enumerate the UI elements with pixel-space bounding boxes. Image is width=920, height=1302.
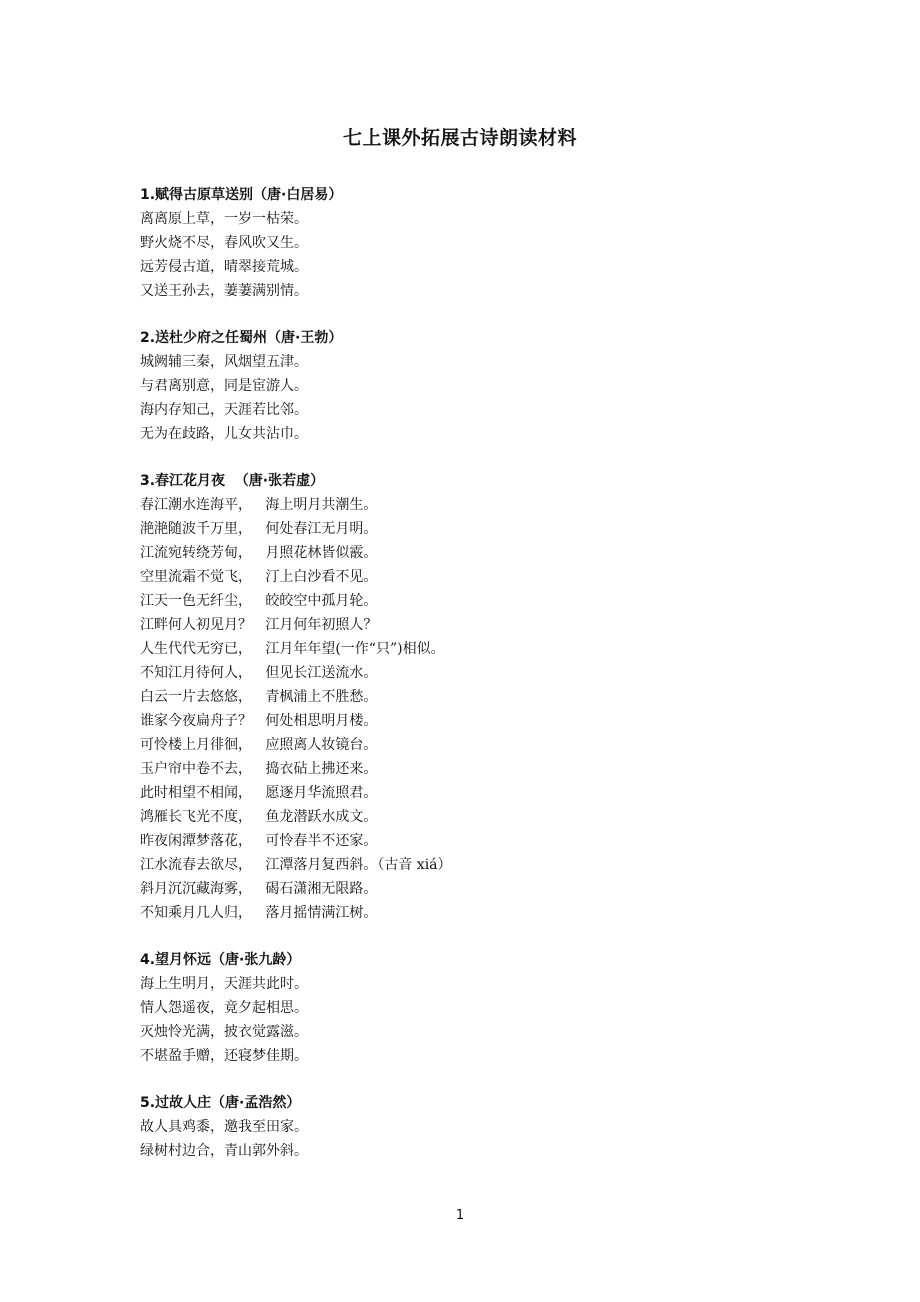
poem-line: 昨夜闲潭梦落花， 可怜春半不还家。 (140, 833, 378, 849)
poem-line: 绿树村边合，青山郭外斜。 (140, 1143, 308, 1159)
poem-heading: 2.送杜少府之任蜀州（唐·王勃） (140, 330, 343, 346)
poem-line: 野火烧不尽，春风吹又生。 (140, 235, 308, 251)
poem-line: 情人怨遥夜，竟夕起相思。 (140, 1000, 308, 1016)
poem-line: 白云一片去悠悠， 青枫浦上不胜愁。 (140, 689, 378, 705)
poem-line: 江流宛转绕芳甸， 月照花林皆似霰。 (140, 545, 378, 561)
poem-heading: 4.望月怀远（唐·张九龄） (140, 952, 301, 968)
poem-line: 不知江月待何人， 但见长江送流水。 (140, 665, 378, 681)
poem-line: 不知乘月几人归， 落月摇情满江树。 (140, 905, 378, 921)
poem-line: 海上生明月，天涯共此时。 (140, 976, 308, 992)
poem-section (140, 469, 840, 925)
poem-line: 城阙辅三秦，风烟望五津。 (140, 354, 308, 370)
poem-line: 玉户帘中卷不去， 捣衣砧上拂还来。 (140, 761, 378, 777)
poem-line: 春江潮水连海平， 海上明月共潮生。 (140, 497, 378, 513)
poem-line: 江畔何人初见月？ 江月何年初照人？ (140, 617, 378, 633)
page-title: 七上课外拓展古诗朗读材料 (342, 127, 577, 149)
poem-section (140, 948, 840, 1068)
poem-line: 江水流春去欲尽， 江潭落月复西斜。（古音 xiá） (140, 857, 452, 873)
poem-line: 与君离别意，同是宦游人。 (140, 378, 308, 394)
poem-line: 空里流霜不觉飞， 汀上白沙看不见。 (140, 569, 378, 585)
poem-heading: 5.过故人庄（唐·孟浩然） (140, 1095, 301, 1111)
poem-line: 鸿雁长飞光不度， 鱼龙潜跃水成文。 (140, 809, 378, 825)
poem-line: 不堪盈手赠，还寝梦佳期。 (140, 1048, 308, 1064)
poem-line: 远芳侵古道，晴翠接荒城。 (140, 259, 308, 275)
poem-line: 海内存知己，天涯若比邻。 (140, 402, 308, 418)
poem-line: 斜月沉沉藏海雾， 碣石潇湘无限路。 (140, 881, 378, 897)
poem-section (140, 183, 840, 303)
poem-line: 人生代代无穷已， 江月年年望(一作“只”)相似。 (140, 641, 445, 657)
poem-heading: 3.春江花月夜 （唐·张若虚） (140, 473, 325, 489)
poem-line: 无为在歧路，儿女共沾巾。 (140, 426, 308, 442)
poem-line: 滟滟随波千万里， 何处春江无月明。 (140, 521, 378, 537)
page-number: 1 (455, 1208, 465, 1223)
poem-section (140, 326, 840, 446)
poem-line: 又送王孙去，萋萋满别情。 (140, 283, 308, 299)
poem-line: 灭烛怜光满，披衣觉露滋。 (140, 1024, 308, 1040)
poem-line: 可怜楼上月徘徊， 应照离人妆镜台。 (140, 737, 378, 753)
poem-section (140, 1091, 840, 1163)
poem-line: 江天一色无纤尘， 皎皎空中孤月轮。 (140, 593, 378, 609)
poem-line: 离离原上草，一岁一枯荣。 (140, 211, 308, 227)
document-body (140, 183, 840, 1186)
poem-line: 此时相望不相闻， 愿逐月华流照君。 (140, 785, 378, 801)
poem-line: 谁家今夜扁舟子？ 何处相思明月楼。 (140, 713, 378, 729)
poem-heading: 1.赋得古原草送别（唐·白居易） (140, 187, 343, 203)
poem-line: 故人具鸡黍，邀我至田家。 (140, 1119, 308, 1135)
